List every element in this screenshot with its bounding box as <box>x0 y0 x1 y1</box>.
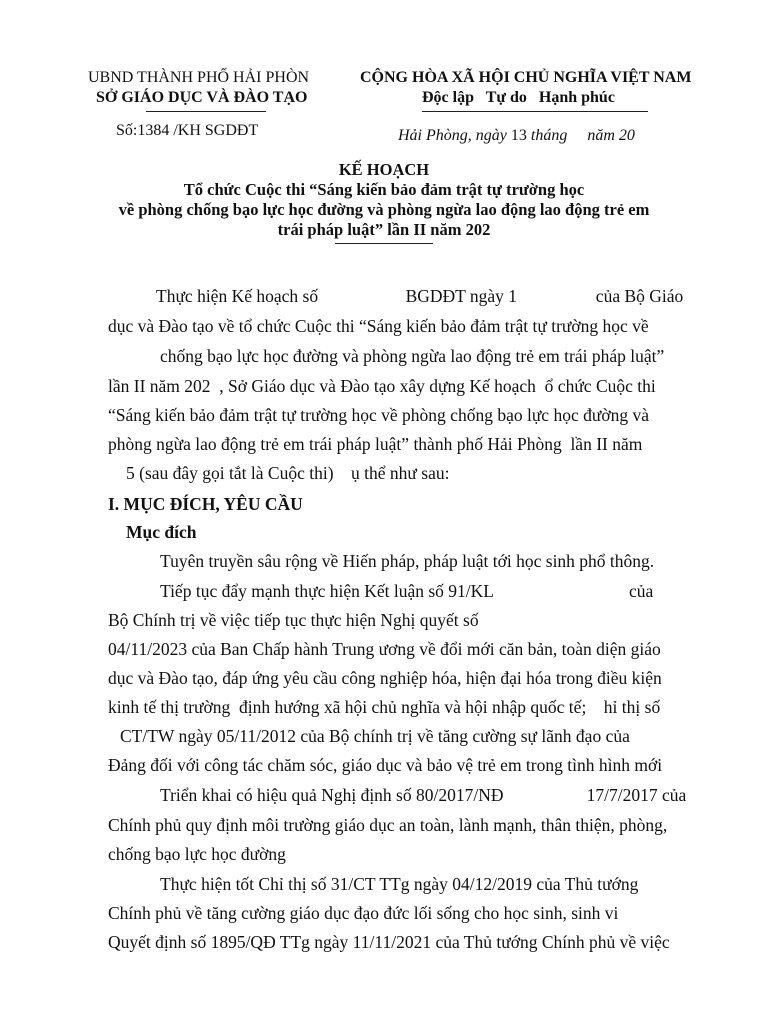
purpose-paragraph-2-line: dục và Đào tạo, đáp ứng yêu cầu công nghiệp hóa, hiện đại hóa trong điều kiện <box>108 668 662 688</box>
purpose-paragraph-2-line: Bộ Chính trị về việc tiếp tục thực hiện Nghị quyết số <box>108 610 479 630</box>
subsection-heading: Mục đích <box>126 522 197 542</box>
plan-subtitle-line-2: về phòng chống bạo lực học đường và phòng ngừa lao động lao động trẻ em <box>118 200 650 219</box>
national-motto: Độc lập Tự do Hạnh phúc <box>422 89 615 106</box>
agency-top: UBND THÀNH PHỐ HẢI PHÒN <box>88 69 310 86</box>
purpose-paragraph-4-line: Chính phủ về tăng cường giáo dục đạo đức lối sống cho học sinh, sinh vi <box>108 903 619 923</box>
intro-line: phòng ngừa lao động trẻ em trái pháp luật” thành phố Hải Phòng lần II năm <box>108 434 643 454</box>
agency-underline <box>146 111 266 112</box>
intro-line: chống bạo lực học đường và phòng ngừa lao động trẻ em trái pháp luật” <box>160 346 665 366</box>
plan-subtitle-line-1: Tổ chức Cuộc thi “Sáng kiến bảo đảm trật tự trường học <box>183 180 585 199</box>
purpose-paragraph-2-line: Đảng đối với công tác chăm sóc, giáo dục và bảo vệ trẻ em trong tình hình mới <box>108 755 663 775</box>
title-underline <box>335 243 433 244</box>
republic-title: CỘNG HÒA XÃ HỘI CHỦ NGHĨA VIỆT NAM <box>360 69 692 86</box>
purpose-paragraph-3-line: chống bạo lực học đường <box>108 844 286 864</box>
purpose-paragraph-3-line: Triển khai có hiệu quả Nghị định số 80/2017/NĐ 17/7/2017 của <box>160 785 687 805</box>
document-number: Số:1384 /KH SGDĐT <box>116 122 259 139</box>
plan-subtitle-line-3: trái pháp luật” lần II năm 202 <box>277 220 491 239</box>
purpose-paragraph-2-line: CT/TW ngày 05/11/2012 của Bộ chính trị về tăng cường sự lãnh đạo của <box>120 726 630 746</box>
intro-line: 5 (sau đây gọi tắt là Cuộc thi) ụ thể như sau: <box>126 463 450 483</box>
section-heading: I. MỤC ĐÍCH, YÊU CẦU <box>108 494 303 514</box>
purpose-paragraph-4-line: Thực hiện tốt Chỉ thị số 31/CT TTg ngày 04/12/2019 của Thủ tướng <box>160 874 639 894</box>
intro-line: Thực hiện Kế hoạch số BGDĐT ngày 1 của Bộ Giáo <box>156 286 684 306</box>
intro-line: lần II năm 202 , Sở Giáo dục và Đào tạo xây dựng Kế hoạch ổ chức Cuộc thi <box>108 376 656 396</box>
purpose-paragraph-4-line: Quyết định số 1895/QĐ TTg ngày 11/11/2021 của Thủ tướng Chính phủ về việc <box>108 932 670 952</box>
purpose-paragraph-2-line: kinh tế thị trường định hướng xã hội chủ nghĩa và hội nhập quốc tế; hỉ thị số <box>108 697 661 717</box>
place-date-prefix: Hải Phòng, ngày <box>398 127 511 144</box>
purpose-paragraph-1: Tuyên truyền sâu rộng về Hiến pháp, pháp luật tới học sinh phổ thông. <box>160 551 655 571</box>
purpose-paragraph-2-line: Tiếp tục đẩy mạnh thực hiện Kết luận số 91/KL của <box>160 581 654 601</box>
place-date-day: 13 <box>510 127 527 144</box>
agency-dept: SỞ GIÁO DỤC VÀ ĐÀO TẠO <box>96 89 308 106</box>
intro-line: “Sáng kiến bảo đảm trật tự trường học về phòng chống bạo lực học đường và <box>108 405 649 425</box>
purpose-paragraph-3-line: Chính phủ quy định môi trường giáo dục an toàn, lành mạnh, thân thiện, phòng, <box>108 815 668 835</box>
plan-title: KẾ HOẠCH <box>338 160 430 179</box>
intro-line: dục và Đào tạo về tổ chức Cuộc thi “Sáng kiến bảo đảm trật tự trường học về <box>108 316 649 336</box>
motto-underline <box>422 111 648 112</box>
place-and-date <box>398 126 635 146</box>
purpose-paragraph-2-line: 04/11/2023 của Ban Chấp hành Trung ương về đổi mới căn bản, toàn diện giáo <box>108 639 661 659</box>
place-date-suffix: tháng năm 20 <box>526 127 635 144</box>
